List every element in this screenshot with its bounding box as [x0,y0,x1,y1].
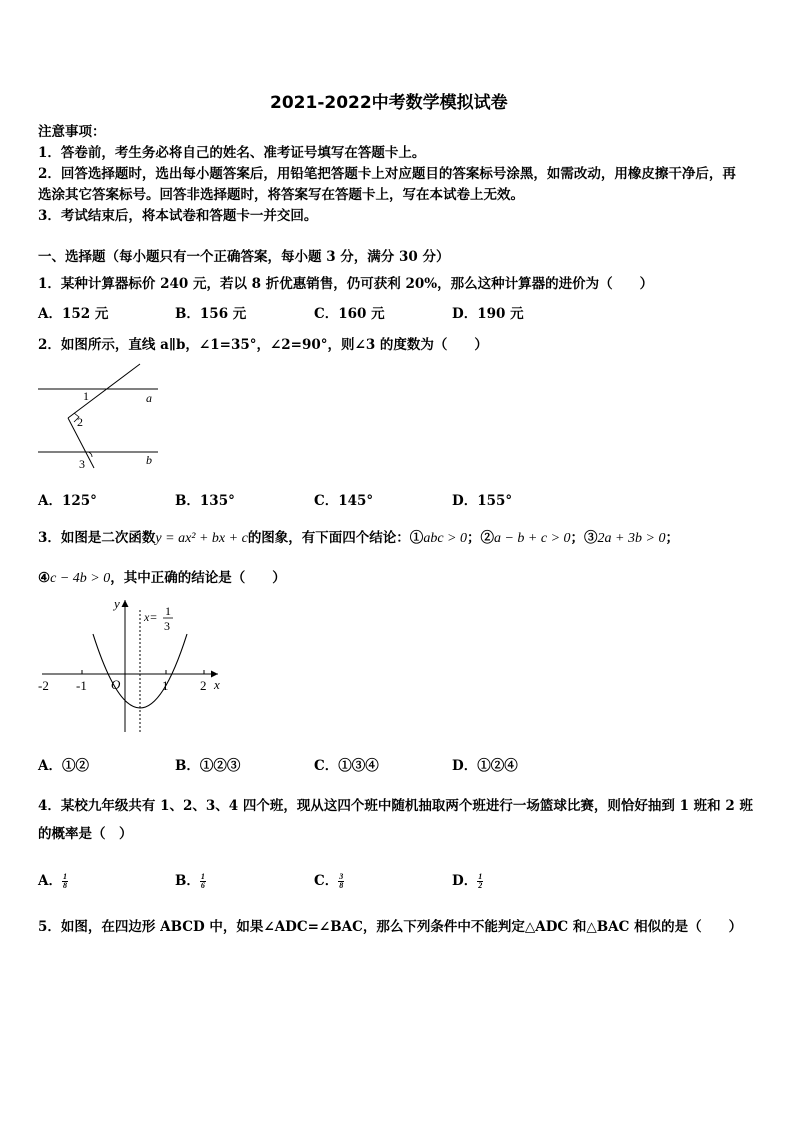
q3-sep-2: ；③ [570,530,598,546]
q3-stem-line2 [38,566,286,587]
symmetry-x-eq: x= [144,610,158,624]
q4-option-d-letter: D． [452,873,478,889]
q3-sep-1: ；② [466,530,494,546]
angle2-label: 2 [77,415,83,429]
q4-d-den: 2 [478,881,483,890]
tick-label-2: 2 [200,678,207,693]
y-axis-arrow [122,600,129,607]
q4-option-a [38,869,68,890]
q2-option-a: A．125° [38,493,97,509]
q1-option-b: B．156 元 [175,306,247,322]
q4-b-den: 6 [200,881,205,890]
q3-line2-prefix: ④ [38,570,51,586]
q4-c-den: 8 [339,881,344,890]
notice-item-1: 1．答卷前，考生务必将自己的姓名、准考证号填写在答题卡上。 [38,145,426,161]
q3-conclusion-4: c − 4b > 0 [50,571,111,586]
q2-option-b: B．135° [175,493,235,509]
tick-label--2: -2 [38,678,49,693]
q1-stem: 1．某种计算器标价 240 元，若以 8 折优惠销售，仍可获利 20%，那么这种计算器的进价为（ ） [38,276,654,292]
symmetry-den: 3 [164,619,170,633]
line-b-label: b [146,453,152,467]
symmetry-num: 1 [165,604,171,618]
tick-label-1: 1 [162,678,169,693]
tick-label--1: -1 [76,678,87,693]
q2-stem: 2．如图所示，直线 a∥b，∠1=35°，∠2=90°，则∠3 的度数为（ ） [38,337,488,353]
q3-conclusion-2: a − b + c > 0 [493,531,571,546]
q3-option-c: C．①③④ [314,758,379,774]
notice-item-2: 2．回答选择题时，选出每小题答案后，用铅笔把答题卡上对应题目的答案标号涂黑，如需改动，用橡皮擦干净后，再 [38,166,736,182]
y-axis-label: y [114,596,120,611]
line-a-label: a [146,391,152,405]
q3-parabola-graph [34,592,234,742]
q2-parallel-lines-figure [34,360,164,478]
q4-stem-line1: 4．某校九年级共有 1、2、3、4 四个班，现从这四个班中随机抽取两个班进行一场篮球比赛，则恰好抽到 1 班和 2 班 [38,798,753,814]
x-axis-label: x [214,677,220,692]
q3-function: y = ax² + bx + c [155,531,248,546]
q4-d-num: 1 [478,872,483,881]
q4-option-b [175,869,206,890]
q4-option-c-fraction [338,873,344,890]
q4-a-num: 1 [62,872,67,881]
q1-option-c: C．160 元 [314,306,385,322]
q4-option-d-fraction [477,873,483,890]
q4-option-b-fraction [200,873,206,890]
q4-stem-line2: 的概率是（ ） [38,826,133,842]
transversal-upper [68,364,140,418]
q4-option-c-letter: C． [314,873,339,889]
q4-b-num: 1 [200,872,205,881]
notice-item-2-cont: 选涂其它答案标号。回答非选择题时，将答案写在答题卡上，写在本试卷上无效。 [38,187,524,203]
q3-stem [38,526,679,547]
notice-item-3: 3．考试结束后，将本试卷和答题卡一并交回。 [38,208,318,224]
q1-option-d: D．190 元 [452,306,524,322]
q3-conclusion-1: abc > 0 [423,531,467,546]
q3-option-b: B．①②③ [175,758,241,774]
q4-option-a-letter: A． [38,873,62,889]
q4-option-a-fraction [62,873,68,890]
notice-heading: 注意事项： [38,124,106,140]
origin-label: O [111,677,121,692]
q3-stem-mid: 的图象，有下面四个结论：① [247,530,424,546]
q4-a-den: 8 [62,881,67,890]
q3-line2-post: ，其中正确的结论是（ ） [110,570,286,586]
q3-option-a: A．①② [38,758,89,774]
q4-option-c [314,869,344,890]
q5-stem: 5．如图，在四边形 ABCD 中，如果∠ADC=∠BAC，那么下列条件中不能判定△ADC 和△BAC 相似的是（ ） [38,919,743,935]
q2-option-d: D．155° [452,493,513,509]
section-heading: 一、选择题（每小题只有一个正确答案，每小题 3 分，满分 30 分） [38,249,450,265]
q4-option-b-letter: B． [175,873,200,889]
q3-option-d: D．①②④ [452,758,518,774]
q3-stem-prefix: 3．如图是二次函数 [38,530,156,546]
angle1-label: 1 [83,389,89,403]
angle3-label: 3 [79,457,85,471]
q2-option-c: C．145° [314,493,374,509]
q4-option-d [452,869,483,890]
q4-c-num: 3 [339,872,344,881]
q3-conclusion-3: 2a + 3b > 0 [597,531,666,546]
page-title: 2021-2022中考数学模拟试卷 [270,93,508,113]
q1-option-a: A．152 元 [38,306,109,322]
q3-sep-3: ； [665,530,679,546]
